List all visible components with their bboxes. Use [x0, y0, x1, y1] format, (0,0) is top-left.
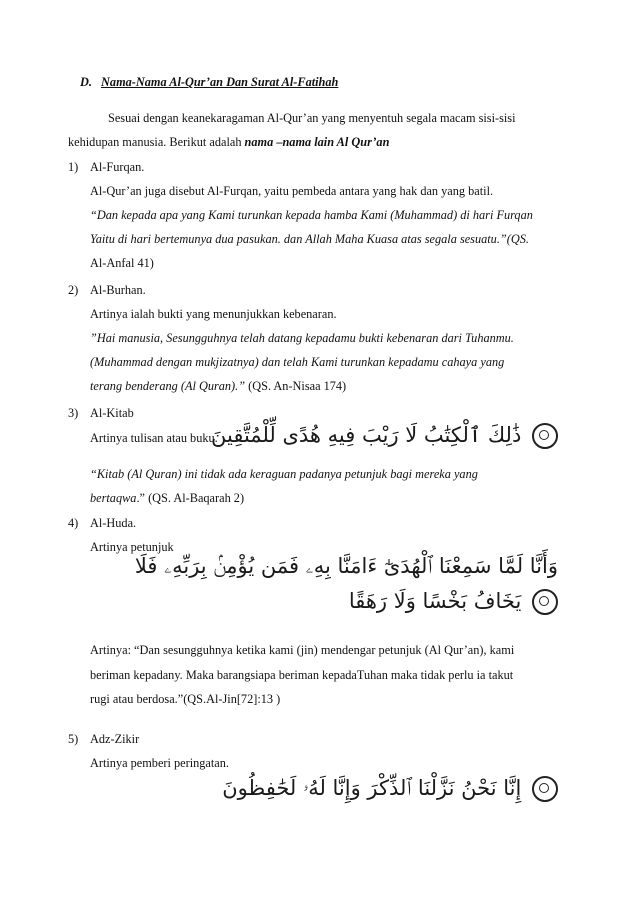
section-heading: [80, 74, 338, 90]
arabic-verse-text: يَخَافُ بَخْسًا وَلَا رَهَقًا: [348, 589, 522, 613]
ayah-marker-icon: [532, 776, 558, 802]
intro-line-2: [68, 134, 389, 150]
arabic-verse: [222, 773, 558, 803]
item-line: “Kitab (Al Quran) ini tidak ada keraguan padanya petunjuk bagi mereka yang: [90, 467, 478, 481]
item-number: 5): [68, 732, 79, 746]
item-line: [90, 378, 346, 394]
item-line-ref: (QS. An-Nisaa 174): [245, 379, 347, 393]
intro-line-1: Sesuai dengan keanekaragaman Al-Qur’an yang menyentuh segala macam sisi-sisi: [108, 111, 516, 125]
intro-emphasis: nama –nama lain Al Qur’an: [244, 135, 390, 149]
section-letter: D.: [80, 75, 92, 89]
ayah-marker-icon: [532, 589, 558, 615]
item-name: Al-Huda.: [90, 516, 137, 530]
ayah-marker-icon: [532, 423, 558, 449]
item-line: Yaitu di hari bertemunya dua pasukan. dan Allah Maha Kuasa atas segala sesuatu.”(QS.: [90, 232, 529, 246]
item-line: Artinya pemberi peringatan.: [90, 756, 229, 770]
item-line-quote: bertaqwa: [90, 491, 137, 505]
item-name: Adz-Zikir: [90, 732, 140, 746]
item-line: [90, 490, 244, 506]
item-name: Al-Burhan.: [90, 283, 146, 297]
item-line: rugi atau berdosa.”(QS.Al-Jin[72]:13 ): [90, 692, 281, 706]
arabic-verse: [349, 586, 558, 616]
item-number: 4): [68, 516, 79, 530]
item-line-ref: .” (QS. Al-Baqarah 2): [136, 491, 245, 505]
arabic-verse-text: ذَٰلِكَ ٱلْكِتَٰبُ لَا رَيْبَ فِيهِ هُدًى لِّلْمُتَّقِينَ: [211, 423, 522, 447]
arabic-verse: [211, 420, 558, 450]
item-number: 3): [68, 406, 79, 420]
item-line: “Dan kepada apa yang Kami turunkan kepada hamba Kami (Muhammad) di hari Furqan: [90, 208, 533, 222]
item-line: beriman kepadany. Maka barangsiapa beriman kepadaTuhan maka tidak perlu ia takut: [90, 668, 514, 682]
item-name: Al-Furqan.: [90, 160, 145, 174]
item-line: Artinya: “Dan sesungguhnya ketika kami (jin) mendengar petunjuk (Al Qur’an), kami: [90, 643, 515, 657]
arabic-verse-text: إِنَّا نَحْنُ نَزَّلْنَا ٱلذِّكْرَ وَإِنَّا لَهُۥ لَحَٰفِظُونَ: [222, 776, 522, 800]
item-line-quote: terang benderang (Al Quran).”: [90, 379, 246, 393]
item-name: Al-Kitab: [90, 406, 134, 420]
item-line: Artinya ialah bukti yang menunjukkan kebenaran.: [90, 307, 337, 321]
section-title: Nama-Nama Al-Qur’an Dan Surat Al-Fatihah: [101, 75, 339, 89]
arabic-verse-text: وَأَنَّا لَمَّا سَمِعْنَا ٱلْهُدَىٰٓ ءَامَنَّا بِهِۦ فَمَن يُؤْمِنۢ بِرَبِّهِۦ فَلَا: [134, 554, 558, 578]
intro-text: kehidupan manusia. Berikut adalah: [68, 135, 245, 149]
item-line: Al-Anfal 41): [90, 256, 154, 270]
item-line: ”Hai manusia, Sesungguhnya telah datang kepadamu bukti kebenaran dari Tuhanmu.: [90, 331, 514, 345]
item-line: (Muhammad dengan mukjizatnya) dan telah Kami turunkan kepadamu cahaya yang: [90, 355, 505, 369]
item-number: 1): [68, 160, 79, 174]
item-number: 2): [68, 283, 79, 297]
item-line: Artinya petunjuk: [90, 540, 174, 554]
item-line: Al-Qur’an juga disebut Al-Furqan, yaitu pembeda antara yang hak dan yang batil.: [90, 184, 494, 198]
item-line: Artinya tulisan atau buku.: [90, 431, 218, 445]
arabic-verse: [135, 551, 558, 581]
